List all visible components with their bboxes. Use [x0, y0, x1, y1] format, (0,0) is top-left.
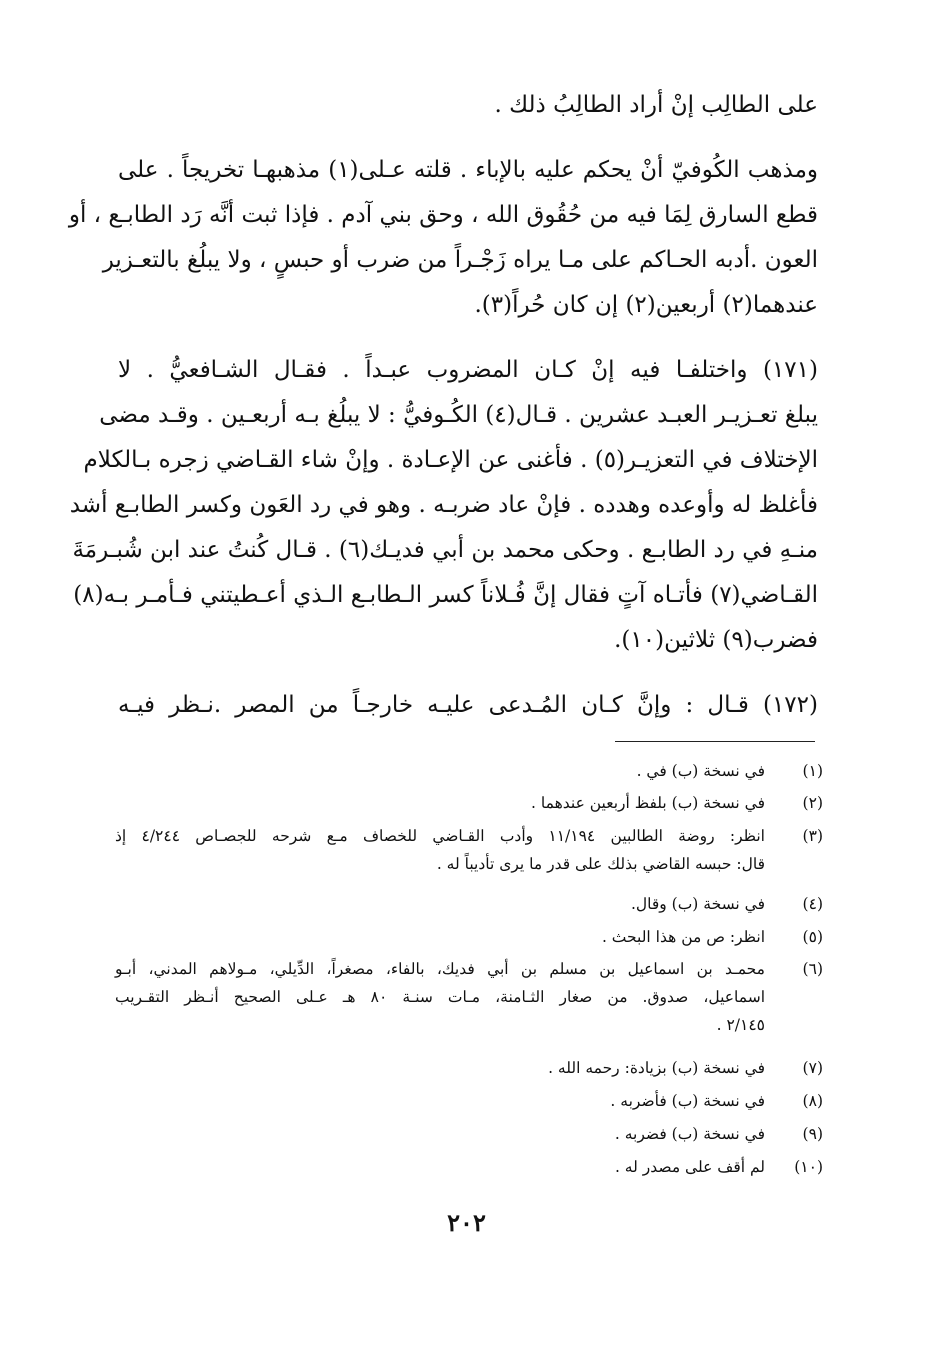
footnote-text — [115, 822, 765, 878]
footnote — [115, 822, 823, 878]
footnote-text-line: في نسخة (ب) في . — [636, 762, 765, 780]
footnote-number: (٤) — [802, 895, 823, 913]
footnote-text-line: في نسخة (ب) فأضربه . — [610, 1092, 765, 1110]
footnote-number: (١) — [802, 762, 823, 780]
body-text-line: عندهما(٢) أربعين(٢) إن كان حُراً(٣). — [474, 292, 818, 318]
footnote-separator — [615, 741, 815, 742]
body-text-line: قطع السارق لِمَا فيه من حُقُوق الله ، وحق بني آدم . فإذا ثبت أنَّه رَد الطابـع ، أو — [68, 202, 818, 228]
body-text-line: العون .أدبه الحـاكم على مـا يراه زَجْـراً من ضرب أو حبسٍ ، ولا يبلُغ بالتعـزير — [102, 247, 818, 273]
footnote — [115, 1120, 823, 1148]
footnote-number: (٧) — [802, 1059, 823, 1077]
footnote-text-line: اسماعيل، صدوق. من صغار الثـامنة، مـات سنـة ٨٠ هـ عـلى الصحيح أنـظر التقـريب — [115, 988, 765, 1006]
footnote-text — [115, 789, 765, 817]
footnote-text-line: انظر: ص من هذا البحث . — [601, 928, 765, 946]
footnote-number: (٨) — [802, 1092, 823, 1110]
footnote-text-line: انظر: روضة الطالبين ١١/١٩٤ وأدب القـاضي للخصاف مـع شرحه للجصـاص ٤/٢٤٤ إذ — [115, 827, 765, 845]
body-text-line: يبلغ تعـزيـر العبـد عشرين . قـال(٤) الكُـوفيُّ : لا يبلُغ بـه أربعـين . وقـد مضى — [99, 402, 818, 428]
footnote-number: (١٠) — [794, 1158, 823, 1176]
footnote-number: (٥) — [802, 928, 823, 946]
footnote-text-line: محمـد بن اسماعيل بن مسلم بن أبي فديك، بالفاء، مصغراً، الدِّيلي، مـولاهم المدني، أبـو — [115, 960, 765, 978]
footnote-text — [115, 757, 765, 785]
page-number: ٢٠٢ — [447, 1208, 486, 1237]
footnote-number: (٣) — [802, 827, 823, 845]
footnote — [115, 1153, 823, 1181]
body-text-line: (١٧٢) قـال : وإنَّ كـان المُـدعى عليـه خارجـاً من المصر .نـظر فيـه — [118, 692, 818, 718]
footnote-text-line: لم أقف على مصدر له . — [614, 1158, 765, 1176]
footnote — [115, 1087, 823, 1115]
footnote-text-line: في نسخة (ب) فضربه . — [614, 1125, 765, 1143]
body-text-line: منـهِ في رد الطابـع . وحكى محمد بن أبي فديـك(٦) . قـال كُنتُ عند ابن شُبـرمَةَ — [72, 537, 818, 563]
body-text-line: الإختلاف في التعزيـر(٥) . فأغنى عن الإعـادة . وإنْ شاء القـاضي زجره بـالكلام — [83, 447, 818, 473]
footnote-number: (٩) — [802, 1125, 823, 1143]
footnote-text — [115, 890, 765, 918]
footnote — [115, 923, 823, 951]
footnote-text — [115, 1054, 765, 1082]
body-text-line: القـاضي(٧) فأتـاه آتٍ فقال إنَّ فُـلاناً كسر الـطابـع الـذي أعـطيتني فـأمـر بـه(٨) — [73, 582, 818, 608]
footnote — [115, 890, 823, 918]
footnote — [115, 757, 823, 785]
footnote-text — [115, 923, 765, 951]
footnote-text-line: في نسخة (ب) وقال. — [630, 895, 765, 913]
footnote — [115, 789, 823, 817]
footnote-text — [115, 1120, 765, 1148]
footnote — [115, 955, 823, 1039]
footnote-number: (٦) — [802, 960, 823, 978]
footnote-number: (٢) — [802, 794, 823, 812]
footnote-text-line: في نسخة (ب) بزيادة: رحمه الله . — [548, 1059, 765, 1077]
footnote-text — [115, 1153, 765, 1181]
footnote-text-line: قال: حبسه القاضي بذلك على قدر ما يرى تأديباً له . — [436, 855, 765, 873]
body-text-line: ومذهب الكُوفيّ أنْ يحكم عليه بالإباء . قلته عـلى(١) مذهبهـا تخريجاً . على — [118, 157, 818, 183]
footnote-text-line: في نسخة (ب) بلفظ أربعين عندهما . — [531, 794, 765, 812]
footnote — [115, 1054, 823, 1082]
body-text-line: فأغلظ له وأوعده وهدده . فإنْ عاد ضربـه . وهو في رد العَون وكسر الطابـع أشد — [69, 492, 818, 518]
body-text-line: على الطالِب إنْ أراد الطالِبُ ذلك . — [494, 92, 818, 118]
body-text-line: فضرب(٩) ثلاثين(١٠). — [614, 627, 818, 653]
footnote-text — [115, 955, 765, 1039]
footnote-text-line: ٢/١٤٥ . — [716, 1016, 765, 1034]
footnote-text — [115, 1087, 765, 1115]
body-text-line: (١٧١) واختلفـا فيه إنْ كـان المضروب عبـداً . فقـال الشـافعيُّ . لا — [118, 357, 818, 383]
